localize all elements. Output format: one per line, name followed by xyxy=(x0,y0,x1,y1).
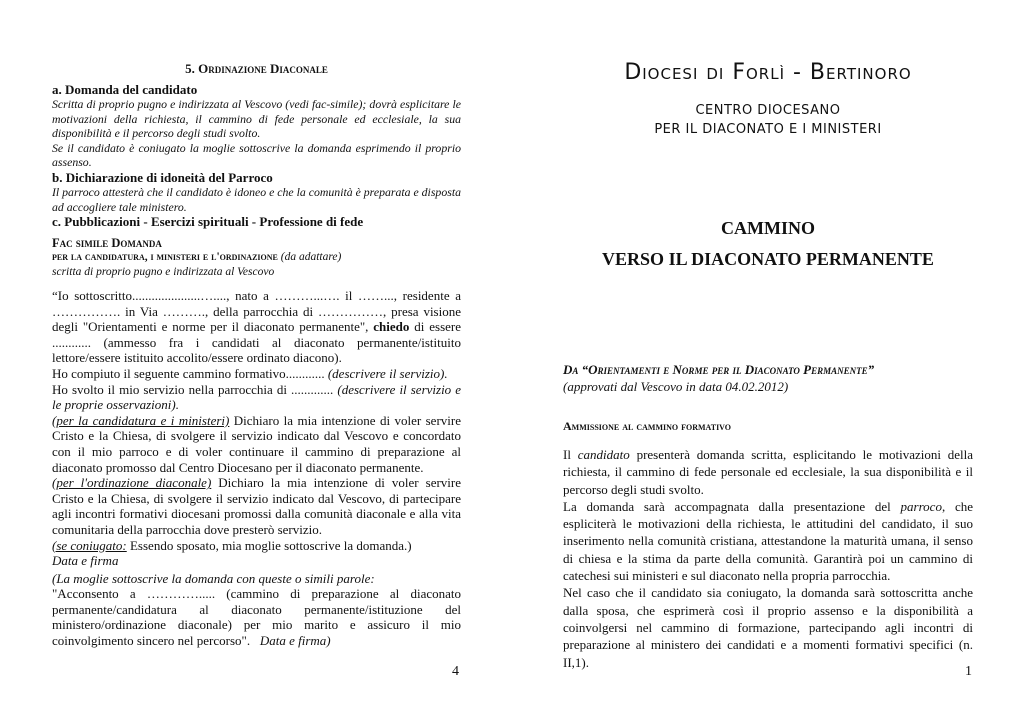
fac-note: scritta di proprio pugno e indirizzata al Vescovo xyxy=(52,265,275,278)
requirements-block xyxy=(52,82,461,229)
centro-line-1: CENTRO DIOCESANO xyxy=(695,103,841,118)
source-title: Da “Orientamenti e Norme per il Diaconato Permanente” xyxy=(563,362,875,377)
cammino-title xyxy=(563,213,973,275)
centro-line-2: PER IL DIACONATO E I MINISTERI xyxy=(654,122,882,137)
ammissione-body xyxy=(563,446,973,671)
ammissione-heading: Ammissione al cammino formativo xyxy=(563,419,732,433)
letter-p6-sign: Data e firma xyxy=(52,553,119,569)
diocese-title: Diocesi di Forlì - Bertinoro xyxy=(624,60,912,85)
letter-p6: (se coniugato: Essendo sposato, mia moglie sottoscrive la domanda.) xyxy=(52,537,412,553)
letter-p8: "Acconsento a …………..... (cammino di preparazione al diaconato permanente/candidatura al diaconato permanente/istituzione del ministero/ordinazione diaconale) per mio marito e assicuro il mio coinvolgimento sincero nel percorso". Data e firma) xyxy=(52,586,461,649)
fac-title: Fac simile Domanda xyxy=(52,236,162,250)
letter-p7: (La moglie sottoscrive la domanda con queste o simili parole: xyxy=(52,570,375,586)
ammissione-p2: La domanda sarà accompagnata dalla presentazione del parroco, che espliciterà le motivazioni della richiesta, le attitudini del candidato, il suo inserimento nella comunità cristiana, attestandone la maturità umana, il senso di chiesa e la stima da parte della comunità. Garantirà poi un cammino di catechesi sui ministeri e sul diaconato nella propria parrocchia. xyxy=(563,498,973,584)
letter-p4: (per la candidatura e i ministeri) Dichiaro la mia intenzione di voler servire Cristo e la Chiesa, di svolgere il servizio indicato dal Vescovo e concordato con il mio parroco e di voler continuare il cammino di preparazione al diaconato promosso dal Centro Diocesano per il diaconato permanente. xyxy=(52,412,461,475)
letter-p2: Ho compiuto il seguente cammino formativo............ (descrivere il servizio). xyxy=(52,365,448,381)
a-text-2: Se il candidato è coniugato la moglie sottoscrive la domanda esprimendo il proprio assenso. xyxy=(52,140,461,170)
fac-simile-header xyxy=(52,236,461,279)
ammissione-p1: Il candidato presenterà domanda scritta, esplicitando le motivazioni della richiesta, il cammino di fede personale ed ecclesiale, la sua disponibilità e il percorso degli studi svolto. xyxy=(563,447,974,497)
ammissione-p3: Nel caso che il candidato sia coniugato, la domanda sarà sottoscritta anche dalla sposa, che esprimerà così il proprio assenso e la disponibilità a coinvolgersi nel cammino di formazione, partecipando agli incontri di preparazione al ministero dei candidati e a momenti formativi specifici (n. II,1). xyxy=(563,585,973,670)
letter-p1: “Io sottoscritto.....................…...., nato a ………...…. il ……..., residente a ……………. in Via ………., della parrocchia di ……………, presa visione degli "Orientamenti e norme per il diaconato permanente", chiedo di essere ............ (ammesso fra i candidati al diaconato permanente/istituito lettore/essere istituito accolito/essere ordinato diacono). xyxy=(52,288,461,366)
page-number-left: 4 xyxy=(452,664,459,679)
fac-adapt: (da adattare) xyxy=(280,251,342,264)
page-number-right: 1 xyxy=(965,664,972,679)
source-block xyxy=(563,361,973,395)
left-page xyxy=(52,0,461,724)
a-text-1: Scritta di proprio pugno e indirizzata al Vescovo (vedi fac-simile); dovrà esplicitare le motivazioni della richiesta, il cammino di fede personale ed ecclesiale, la sua disponibilità e il percorso degli studi svolto. xyxy=(52,97,461,141)
right-page xyxy=(563,0,973,724)
letter-body xyxy=(52,288,461,649)
cammino-line-1: CAMMINO xyxy=(721,218,815,238)
c-title: c. Pubblicazioni - Esercizi spirituali - Professione di fede xyxy=(52,214,364,230)
cammino-line-2: VERSO IL DIACONATO PERMANENTE xyxy=(602,249,934,269)
b-title: b. Dichiarazione di idoneità del Parroco xyxy=(52,169,273,185)
letter-p5: (per l'ordinazione diaconale) Dichiaro la mia intenzione di voler servire Cristo e la Chiesa, di svolgere il servizio indicato dal Vescovo, di partecipare agli incontri formativi diocesani promossi dalla comunità diaconale e alla vita comunitaria della parrocchia dove presterò servizio. xyxy=(52,475,462,537)
b-text: Il parroco attesterà che il candidato è idoneo e che la comunità è preparata e disposta ad accogliere tale ministero. xyxy=(52,184,461,214)
fac-sub: per la candidatura, i ministeri e l'ordinazione xyxy=(52,251,278,264)
centro-block xyxy=(563,101,973,139)
section-title: 5. Ordinazione Diaconale xyxy=(185,61,328,76)
source-note: (approvati dal Vescovo in data 04.02.2012) xyxy=(563,379,789,394)
letter-p3: Ho svolto il mio servizio nella parrocchia di ............. (descrivere il servizio e le proprie osservazioni). xyxy=(52,381,462,413)
a-title: a. Domanda del candidato xyxy=(52,82,198,97)
